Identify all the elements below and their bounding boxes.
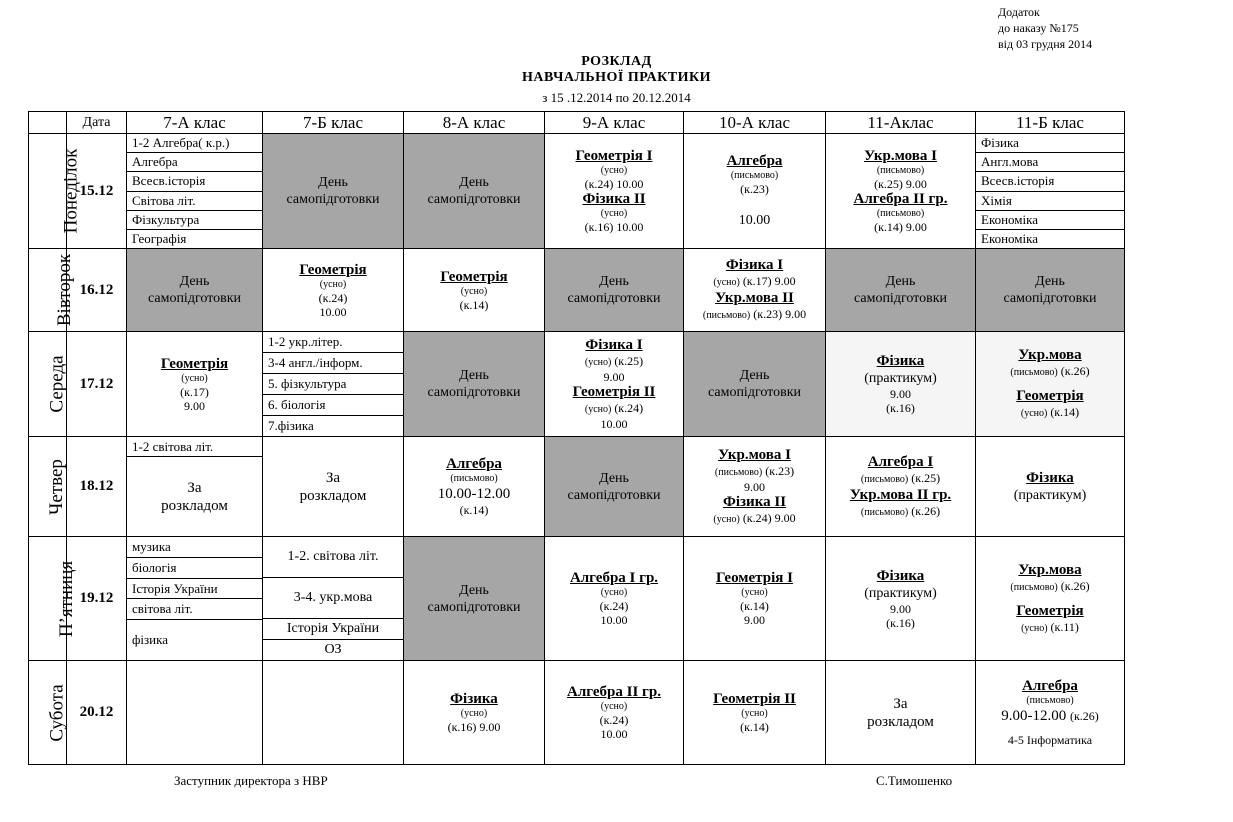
header-class: 10-А клас bbox=[684, 112, 826, 134]
doc-subtitle: НАВЧАЛЬНОЇ ПРАКТИКИ bbox=[521, 70, 712, 85]
list-item: ОЗ bbox=[324, 642, 342, 657]
cell-11b bbox=[976, 332, 1125, 437]
cell-7b bbox=[263, 332, 404, 437]
cell-self-study bbox=[826, 249, 976, 332]
cell-8a bbox=[404, 437, 545, 537]
extra-subject: 4-5 Інформатика bbox=[1007, 733, 1093, 747]
cell-self-study bbox=[404, 134, 545, 249]
mode: (письмово) bbox=[702, 310, 751, 321]
cell-11a bbox=[826, 537, 976, 661]
cell-7a bbox=[127, 332, 263, 437]
mode: (усно) bbox=[319, 278, 347, 290]
subject: Укр.мова II bbox=[715, 290, 794, 306]
cell-10a bbox=[684, 537, 826, 661]
room: (к.25) 9.00 bbox=[874, 177, 927, 191]
day-name: Субота bbox=[46, 683, 68, 742]
subject: Геометрія bbox=[1016, 388, 1084, 404]
mode: (усно) bbox=[741, 587, 768, 598]
day-label bbox=[29, 537, 78, 661]
subject: Геометрія II bbox=[572, 384, 656, 400]
room: (к.16) bbox=[886, 615, 915, 630]
subject: Геометрія I bbox=[716, 570, 793, 586]
cell-10a bbox=[684, 437, 826, 537]
schedule-table bbox=[28, 111, 1125, 765]
subject: Фізика bbox=[450, 691, 498, 707]
cell-7b bbox=[263, 249, 404, 332]
mode: (усно) bbox=[584, 357, 612, 368]
room: (к.14) 9.00 bbox=[874, 220, 927, 234]
header-day bbox=[29, 112, 67, 134]
time: 9.00 bbox=[184, 398, 205, 413]
subject: Геометрія bbox=[440, 268, 508, 285]
mode: (письмово) bbox=[1010, 581, 1058, 593]
subject: Геометрія bbox=[1016, 602, 1084, 619]
by-schedule-l2: розкладом bbox=[867, 713, 934, 730]
subject: Фізика I bbox=[725, 257, 784, 273]
mode: (письмово) bbox=[1026, 695, 1074, 706]
cell-11a bbox=[826, 134, 976, 249]
cell-self-study bbox=[404, 332, 545, 437]
room: (к.24) bbox=[599, 713, 629, 727]
room-line bbox=[684, 464, 825, 480]
subject: Фізика bbox=[876, 353, 925, 369]
list-item: фізика bbox=[132, 632, 169, 648]
room: (к.24) bbox=[599, 599, 629, 613]
by-schedule-l1: За bbox=[187, 479, 202, 496]
self-study-l2: самопідготовки bbox=[853, 291, 947, 306]
cell-11b bbox=[976, 134, 1125, 249]
time: 10.00 bbox=[600, 613, 628, 627]
signature-role: Заступник директора з НВР bbox=[174, 773, 328, 788]
mode: (усно) bbox=[460, 285, 488, 297]
list-item: біологія bbox=[127, 558, 262, 579]
doc-title: РОЗКЛАД bbox=[581, 54, 652, 69]
subject: Алгебра II гр. bbox=[853, 191, 948, 207]
cell-self-study bbox=[545, 437, 684, 537]
cell-8a bbox=[404, 661, 545, 765]
room: (к.17) 9.00 bbox=[742, 274, 796, 288]
cell-7a bbox=[127, 537, 263, 661]
list-item: Фізкультура bbox=[127, 211, 262, 230]
self-study-l1: День bbox=[179, 274, 210, 289]
room: (к.14) bbox=[740, 599, 769, 613]
header-class: 9-А клас bbox=[545, 112, 684, 134]
appendix-line: від 03 грудня 2014 bbox=[998, 37, 1093, 51]
day-label bbox=[29, 332, 67, 437]
self-study-l2: самопідготовки bbox=[147, 291, 241, 306]
self-study-l2: самопідготовки bbox=[427, 192, 521, 207]
self-study-l2: самопідготовки bbox=[567, 487, 661, 503]
mode: (письмово) bbox=[876, 165, 925, 176]
room: (к.23) bbox=[740, 182, 769, 196]
subject: Укр.мова II гр. bbox=[849, 486, 952, 503]
cell-7a bbox=[127, 134, 263, 249]
room: (к.24) bbox=[614, 401, 644, 415]
self-study-l2: самопідготовки bbox=[427, 599, 521, 615]
time: 10.00 bbox=[319, 304, 347, 319]
cell-7a bbox=[127, 437, 263, 537]
header-class: 8-А клас bbox=[404, 112, 545, 134]
room-line bbox=[684, 307, 825, 323]
cell-7b bbox=[263, 537, 404, 661]
day-date: 17.12 bbox=[67, 332, 127, 437]
time: 10.00 bbox=[600, 417, 628, 431]
self-study-l1: День bbox=[459, 368, 489, 383]
room: (к.17) bbox=[180, 384, 209, 399]
list-item: Економіка bbox=[981, 230, 1039, 246]
room-line bbox=[545, 401, 683, 417]
subject: Геометрія I bbox=[575, 148, 653, 164]
practicum: (практикум) bbox=[864, 585, 937, 601]
mode: (письмово) bbox=[860, 473, 909, 485]
day-label bbox=[29, 249, 76, 332]
self-study-l2: самопідготовки bbox=[567, 291, 661, 306]
mode: (усно) bbox=[600, 165, 628, 176]
subject: Алгебра bbox=[1022, 678, 1078, 694]
day-date: 15.12 bbox=[67, 134, 127, 249]
self-study-l2: самопідготовки bbox=[286, 192, 380, 207]
day-label bbox=[29, 134, 82, 249]
room: (к.14) bbox=[740, 720, 769, 734]
self-study-l1: День bbox=[599, 274, 629, 289]
day-name: Четвер bbox=[45, 458, 67, 515]
self-study-l1: День bbox=[1035, 274, 1065, 289]
list-item: 1-2 світова літ. bbox=[127, 437, 262, 457]
room: (к.16) bbox=[886, 401, 915, 415]
day-row-saturday bbox=[29, 661, 1125, 765]
list-item: 1-2. світова літ. bbox=[263, 537, 403, 578]
cell-9a bbox=[545, 332, 684, 437]
cell-self-study bbox=[404, 537, 545, 661]
list-item: 5. фізкультура bbox=[263, 374, 403, 395]
cell-11a bbox=[826, 661, 976, 765]
room: (к.23) 9.00 bbox=[753, 307, 807, 321]
mode: (усно) bbox=[584, 404, 612, 415]
list-item: 7.фізика bbox=[268, 418, 314, 433]
list-item: Всесв.історія bbox=[976, 172, 1124, 191]
room: (к.26) bbox=[911, 503, 941, 518]
self-study-l1: День bbox=[459, 175, 489, 190]
room-line bbox=[545, 354, 683, 370]
room: (к.24) 10.00 bbox=[584, 177, 644, 191]
mode: (усно) bbox=[460, 708, 488, 719]
day-row-monday bbox=[29, 134, 1125, 249]
subject: Фізика bbox=[876, 567, 925, 584]
room: (к.25) bbox=[614, 354, 644, 368]
room: (к.26) bbox=[1060, 364, 1090, 378]
mode: (письмово) bbox=[450, 473, 498, 484]
room: (к.14) bbox=[459, 297, 489, 312]
cell-11a bbox=[826, 437, 976, 537]
time: 9.00-12.00 bbox=[1001, 708, 1067, 724]
self-study-l1: День bbox=[739, 368, 770, 383]
subject: Фізика II bbox=[722, 493, 787, 510]
by-schedule-l2: розкладом bbox=[161, 497, 228, 514]
room-line bbox=[684, 274, 825, 290]
day-row-thursday bbox=[29, 437, 1125, 537]
list-item: Алгебра bbox=[127, 153, 262, 172]
mode: (усно) bbox=[1020, 408, 1048, 419]
subject: Геометрія bbox=[160, 355, 229, 372]
cell-8a bbox=[404, 249, 545, 332]
list-item: Географія bbox=[132, 230, 187, 246]
time: 10.00 bbox=[738, 213, 771, 228]
appendix-note bbox=[998, 4, 1092, 52]
list-item: Історія України bbox=[127, 579, 262, 600]
mode: (усно) bbox=[741, 708, 768, 719]
self-study-l2: самопідготовки bbox=[707, 385, 801, 400]
mode: (письмово) bbox=[1010, 367, 1058, 378]
room: (к.14) bbox=[459, 503, 489, 517]
practicum: (практикум) bbox=[864, 371, 937, 386]
self-study-l2: самопідготовки bbox=[427, 385, 521, 400]
header-class: 7-Б клас bbox=[263, 112, 404, 134]
cell-11b bbox=[976, 537, 1125, 661]
list-item: Хімія bbox=[976, 192, 1124, 211]
mode: (письмово) bbox=[876, 208, 925, 219]
day-label bbox=[29, 437, 67, 537]
mode: (письмово) bbox=[730, 170, 779, 181]
subject: Геометрія II bbox=[713, 691, 796, 707]
cell-10a bbox=[684, 249, 826, 332]
cell-self-study bbox=[545, 249, 684, 332]
self-study-l1: День bbox=[885, 274, 916, 289]
list-item: 1-2 укр.літер. bbox=[263, 332, 403, 353]
room: (к.23) bbox=[765, 463, 795, 478]
room: (к.26) bbox=[1069, 709, 1099, 723]
list-item: світова літ. bbox=[127, 599, 262, 620]
appendix-line: до наказу №175 bbox=[998, 21, 1079, 35]
subject: Фізика bbox=[1026, 469, 1074, 486]
subject: Алгебра I гр. bbox=[569, 570, 659, 586]
list-item: 3-4 англ./інформ. bbox=[263, 353, 403, 374]
by-schedule-l1: За bbox=[893, 695, 908, 712]
subject: Алгебра bbox=[446, 456, 502, 472]
appendix-line: Додаток bbox=[998, 5, 1040, 19]
day-date: 18.12 bbox=[67, 437, 127, 537]
signature-name: С.Тимошенко bbox=[876, 773, 953, 788]
cell-self-study bbox=[684, 332, 826, 437]
mode: (усно) bbox=[600, 701, 628, 712]
room-line bbox=[976, 579, 1124, 595]
subject: Укр.мова I bbox=[718, 446, 791, 463]
list-item: Англ.мова bbox=[976, 153, 1124, 172]
subject: Укр.мова I bbox=[864, 148, 937, 164]
day-date: 20.12 bbox=[67, 661, 127, 765]
time-line bbox=[976, 707, 1124, 725]
header-date: Дата bbox=[67, 112, 127, 134]
list-item: 1-2 Алгебра( к.р.) bbox=[127, 134, 262, 153]
cell-9a bbox=[545, 661, 684, 765]
room: (к.11) bbox=[1050, 619, 1079, 634]
header-class: 11-Б клас bbox=[976, 112, 1125, 134]
cell-11b bbox=[976, 661, 1125, 765]
cell-7b bbox=[263, 661, 404, 765]
room-line bbox=[976, 405, 1124, 421]
subject: Фізика I bbox=[585, 337, 643, 353]
room-line bbox=[684, 511, 825, 527]
subject: Алгебра bbox=[726, 153, 783, 169]
room: (к.26) bbox=[1060, 578, 1090, 593]
mode: (усно) bbox=[1021, 622, 1048, 634]
room-line bbox=[976, 620, 1124, 636]
day-name: Середа bbox=[46, 355, 68, 413]
self-study-l1: День bbox=[459, 582, 489, 598]
time: 9.00 bbox=[744, 613, 765, 627]
room: (к.25) bbox=[911, 470, 941, 485]
room: (к.24) 9.00 bbox=[742, 510, 796, 525]
mode: (усно) bbox=[713, 277, 740, 288]
cell-10a bbox=[684, 661, 826, 765]
list-item: Фізика bbox=[976, 134, 1124, 153]
cell-self-study bbox=[263, 134, 404, 249]
date-range: з 15 .12.2014 по 20.12.2014 bbox=[542, 90, 691, 105]
time: 9.00 bbox=[890, 387, 911, 401]
cell-11a bbox=[826, 332, 976, 437]
header-class: 11-Аклас bbox=[826, 112, 976, 134]
subject: Алгебра II гр. bbox=[567, 684, 661, 700]
self-study-l1: День bbox=[599, 470, 629, 486]
day-date: 19.12 bbox=[67, 537, 127, 661]
day-name: Вівторок bbox=[54, 253, 76, 327]
self-study-l1: День bbox=[318, 175, 348, 190]
time: 10.00-12.00 bbox=[437, 486, 511, 502]
practicum: (практикум) bbox=[1013, 487, 1087, 503]
cell-7a bbox=[127, 661, 263, 765]
list-item: музика bbox=[127, 537, 262, 558]
day-name: П’ятниця bbox=[56, 560, 78, 637]
header-class: 7-А клас bbox=[127, 112, 263, 134]
self-study-l2: самопідготовки bbox=[1003, 291, 1097, 306]
list-item: Економіка bbox=[976, 211, 1124, 230]
day-name: Понеділок bbox=[60, 148, 82, 234]
mode: (письмово) bbox=[860, 506, 909, 518]
room: (к.16) 9.00 bbox=[447, 720, 501, 734]
list-item: Світова літ. bbox=[127, 192, 262, 211]
cell-7b bbox=[263, 437, 404, 537]
header-row bbox=[29, 112, 1125, 134]
subject: Укр.мова bbox=[1018, 347, 1082, 363]
subject: Геометрія bbox=[299, 261, 367, 278]
cell-self-study bbox=[976, 249, 1125, 332]
time: 9.00 bbox=[744, 479, 765, 494]
day-row-tuesday bbox=[29, 249, 1125, 332]
time: 9.00 bbox=[890, 601, 911, 616]
list-item: Історія України bbox=[263, 619, 403, 640]
room: (к.14) bbox=[1050, 405, 1080, 419]
time: 9.00 bbox=[603, 370, 625, 384]
list-item: Всесв.історія bbox=[127, 172, 262, 191]
day-label bbox=[29, 661, 67, 765]
subject: Укр.мова bbox=[1018, 561, 1082, 578]
list-item: 6. біологія bbox=[263, 395, 403, 416]
mode: (усно) bbox=[600, 587, 628, 598]
day-date: 16.12 bbox=[67, 249, 127, 332]
mode: (усно) bbox=[713, 513, 740, 525]
mode: (усно) bbox=[181, 372, 208, 384]
room-line bbox=[976, 364, 1124, 380]
room-line bbox=[826, 471, 975, 487]
list-item: 3-4. укр.мова bbox=[263, 578, 403, 619]
time: 10.00 bbox=[600, 727, 628, 741]
by-schedule-l2: розкладом bbox=[299, 487, 367, 504]
cell-11b bbox=[976, 437, 1125, 537]
mode: (письмово) bbox=[714, 466, 763, 478]
cell-9a bbox=[545, 134, 684, 249]
by-schedule-l1: За bbox=[325, 469, 341, 486]
cell-9a bbox=[545, 537, 684, 661]
day-row-wednesday bbox=[29, 332, 1125, 437]
cell-10a bbox=[684, 134, 826, 249]
mode: (усно) bbox=[600, 208, 628, 219]
room: (к.16) 10.00 bbox=[584, 220, 644, 234]
subject: Алгебра I bbox=[867, 453, 934, 470]
cell-self-study bbox=[127, 249, 263, 332]
day-row-friday bbox=[29, 537, 1125, 661]
room-line bbox=[826, 504, 975, 520]
room: (к.24) bbox=[318, 290, 348, 305]
subject: Фізика II bbox=[582, 191, 646, 207]
